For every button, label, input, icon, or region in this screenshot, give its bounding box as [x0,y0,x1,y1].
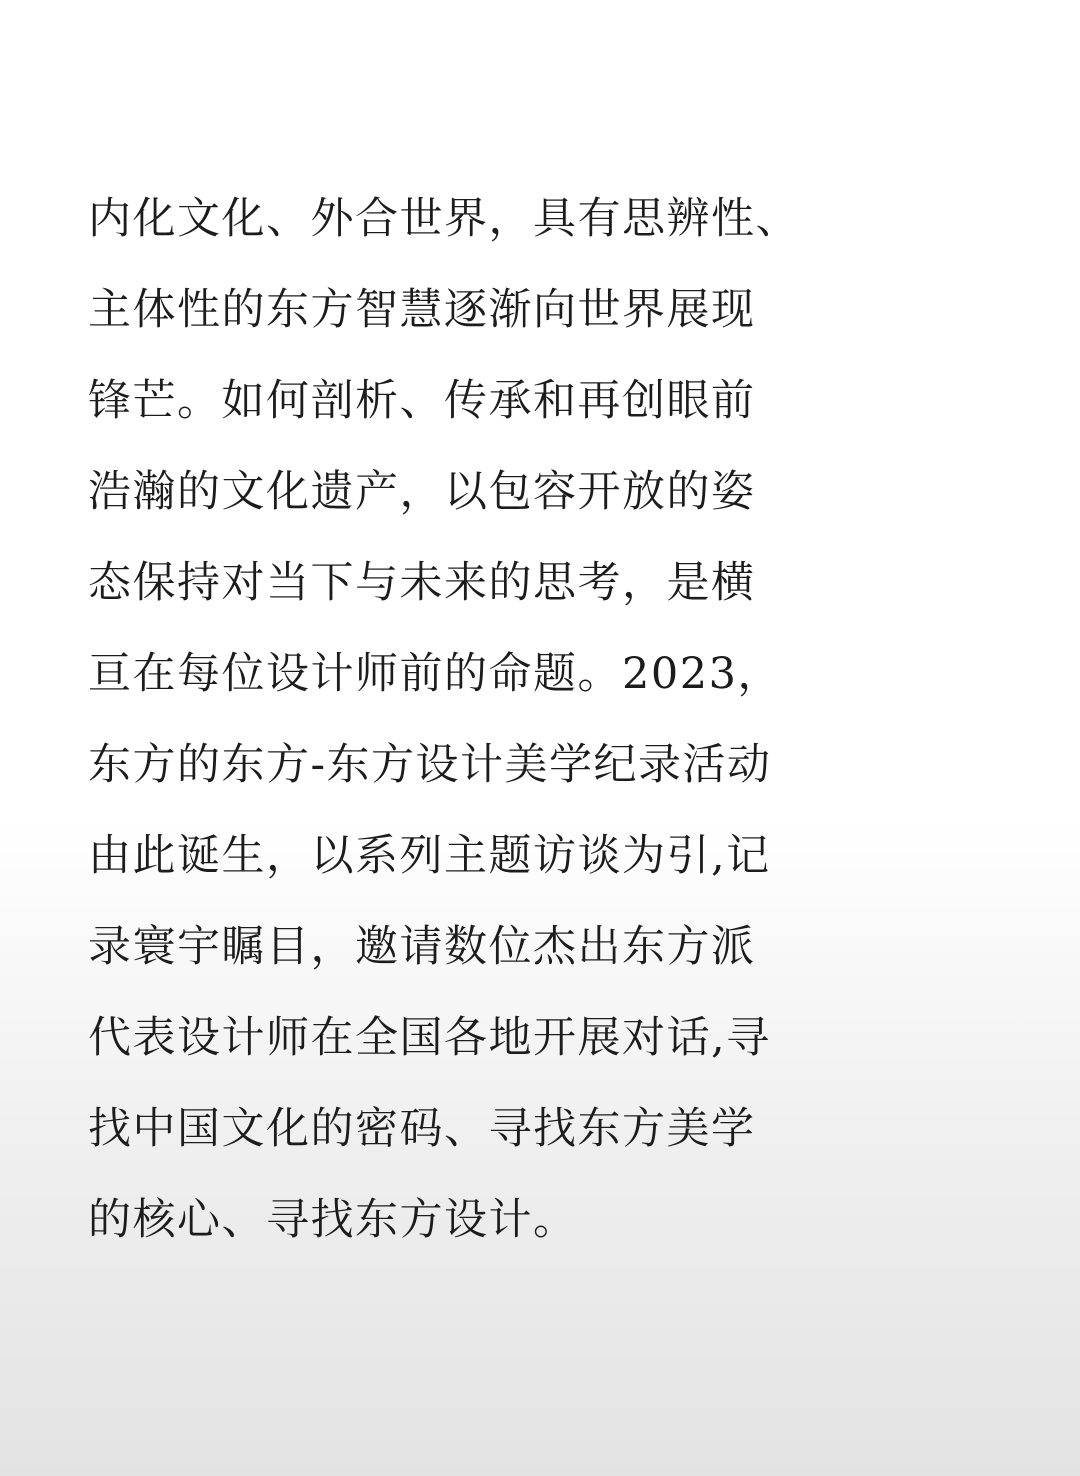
paragraph-line: 亘在每位设计师前的命题。2023， [88,649,782,699]
paragraph-line: 代表设计师在全国各地开展对话,寻 [88,1013,771,1063]
paragraph-line: 录寰宇瞩目，邀请数位杰出东方派 [88,922,756,972]
paragraph-line: 找中国文化的密码、寻找东方美学 [88,1104,756,1154]
paragraph-line: 锋芒。如何剖析、传承和再创眼前 [88,376,756,426]
paragraph-line: 由此诞生，以系列主题访谈为引,记 [88,831,771,881]
paragraph-line: 浩瀚的文化遗产，以包容开放的姿 [88,467,756,517]
paragraph-line: 态保持对当下与未来的思考，是横 [88,558,756,608]
paragraph-line: 东方的东方-东方设计美学纪录活动 [88,740,772,790]
paragraph-line: 内化文化、外合世界，具有思辨性、 [88,194,800,244]
article-paragraph [88,174,808,1266]
paragraph-line: 的核心、寻找东方设计。 [88,1195,578,1245]
paragraph-line: 主体性的东方智慧逐渐向世界展现 [88,285,756,335]
